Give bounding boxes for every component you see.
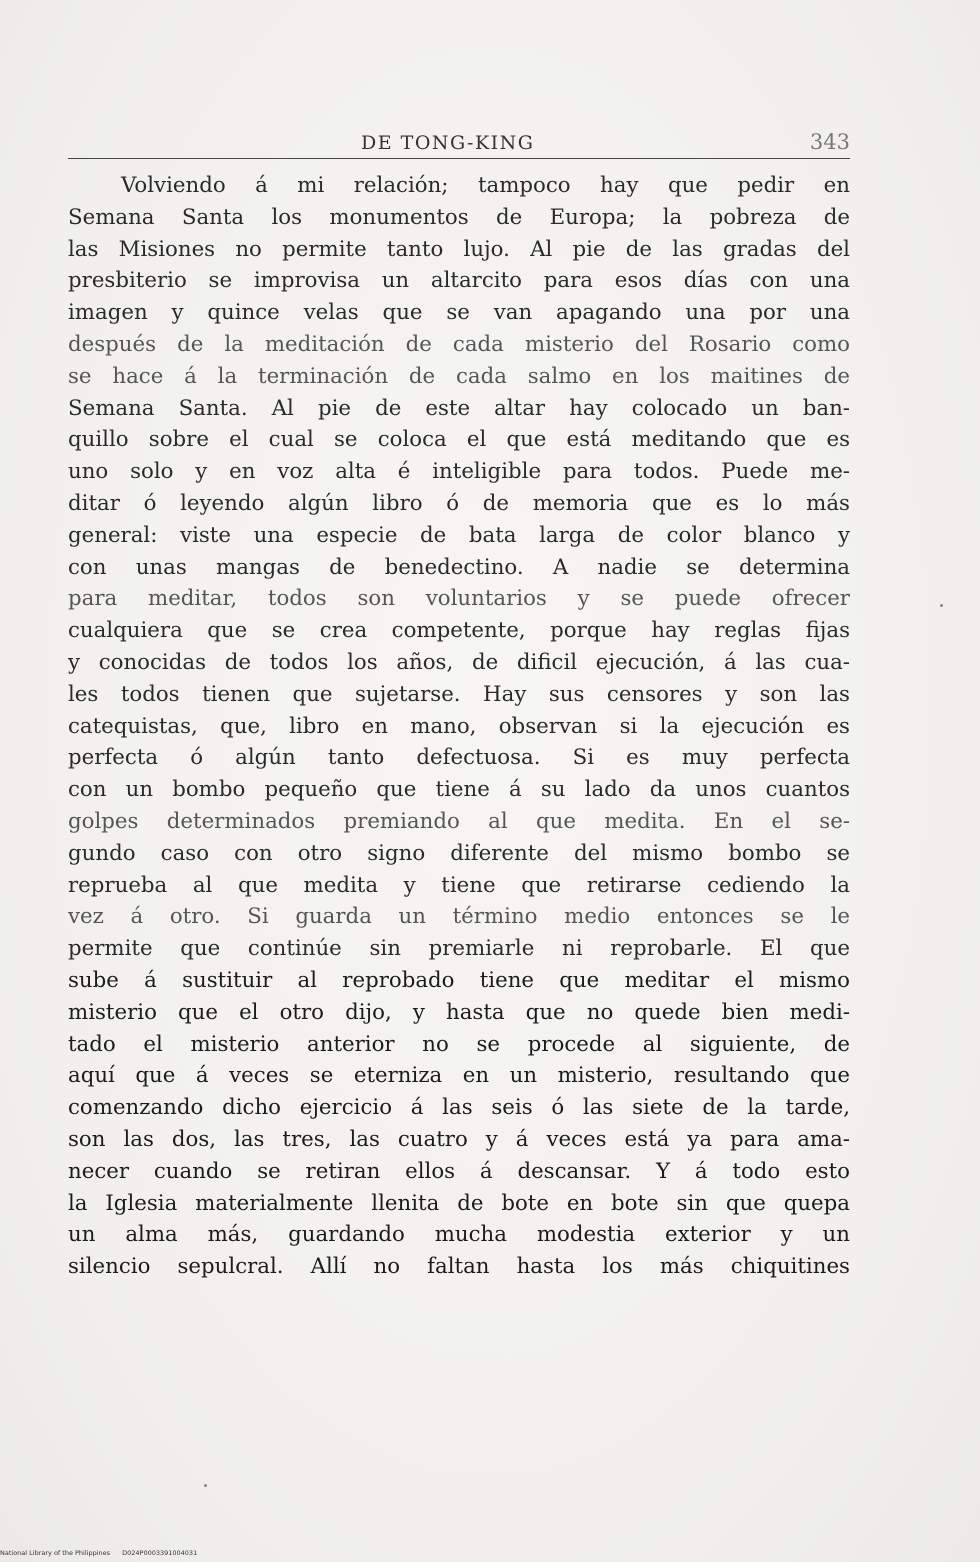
text-line: después de la meditación de cada misterio del Rosario como (68, 331, 850, 357)
text-line: tado el misterio anterior no se procede al siguiente, de (68, 1031, 850, 1057)
text-line: la Iglesia materialmente llenita de bote en bote sin que quepa (68, 1190, 850, 1216)
text-line: perfecta ó algún tanto defectuosa. Si es muy perfecta (68, 745, 850, 771)
text-line: Volviendo á mi relación; tampoco hay que pedir en (121, 173, 850, 198)
text-line: un alma más, guardando mucha modestia exterior y un (68, 1222, 850, 1248)
text-line: uno solo y en voz alta é inteligible para todos. Puede me- (68, 459, 850, 485)
text-line: gundo caso con otro signo diferente del mismo bombo se (68, 840, 850, 866)
scan-speck (204, 1484, 207, 1487)
text-line: para meditar, todos son voluntarios y se puede ofrecer (68, 586, 850, 612)
text-line: golpes determinados premiando al que medita. En el se- (68, 808, 850, 834)
text-line: cualquiera que se crea competente, porque hay reglas fijas (68, 618, 850, 644)
text-line: comenzando dicho ejercicio á las seis ó las siete de la tarde, (68, 1095, 850, 1121)
text-line: Semana Santa. Al pie de este altar hay colocado un ban- (68, 395, 850, 421)
text-line: aquí que á veces se eterniza en un misterio, resultando que (68, 1063, 850, 1089)
running-head: DE TONG-KING (361, 132, 535, 154)
text-line: se hace á la terminación de cada salmo en los maitines de (68, 363, 850, 389)
text-line: silencio sepulcral. Allí no faltan hasta los más chiquitines (68, 1254, 850, 1280)
text-line: catequistas, que, libro en mano, observan si la ejecución es (68, 713, 850, 739)
text-line: necer cuando se retiran ellos á descansar. Y á todo esto (68, 1158, 850, 1184)
text-line: las Misiones no permite tanto lujo. Al pie de las gradas del (68, 236, 850, 262)
text-line: y conocidas de todos los años, de dificil ejecución, á las cua- (68, 649, 850, 675)
text-line: quillo sobre el cual se coloca el que está meditando que es (68, 427, 850, 453)
text-line: Semana Santa los monumentos de Europa; la pobreza de (68, 204, 850, 230)
text-line: reprueba al que medita y tiene que retirarse cediendo la (68, 872, 850, 898)
text-line: son las dos, las tres, las cuatro y á veces está ya para ama- (68, 1126, 850, 1152)
text-line: sube á sustituir al reprobado tiene que meditar el mismo (68, 967, 850, 993)
text-line: ditar ó leyendo algún libro ó de memoria que es lo más (68, 490, 850, 516)
text-line: con unas mangas de benedectino. A nadie se determina (68, 554, 850, 580)
text-line: vez á otro. Si guarda un término medio entonces se le (68, 904, 850, 930)
footer-item-code: D024P0003391004031 (122, 1549, 198, 1557)
footer-credit (0, 1549, 197, 1557)
footer-institution: National Library of the Philippines (0, 1549, 111, 1557)
text-line: presbiterio se improvisa un altarcito para esos días con una (68, 268, 850, 294)
scan-speck (940, 604, 943, 607)
text-line: les todos tienen que sujetarse. Hay sus censores y son las (68, 681, 850, 707)
page-header (68, 128, 850, 159)
text-line: con un bombo pequeño que tiene á su lado da unos cuantos (68, 777, 850, 803)
body-text (68, 170, 850, 1283)
text-line: misterio que el otro dijo, y hasta que no quede bien medi- (68, 999, 850, 1025)
text-line: general: viste una especie de bata larga de color blanco y (68, 522, 850, 548)
page-number: 343 (809, 130, 850, 154)
text-line: imagen y quince velas que se van apagando una por una (68, 300, 850, 326)
text-line: permite que continúe sin premiarle ni reprobarle. El que (68, 936, 850, 962)
